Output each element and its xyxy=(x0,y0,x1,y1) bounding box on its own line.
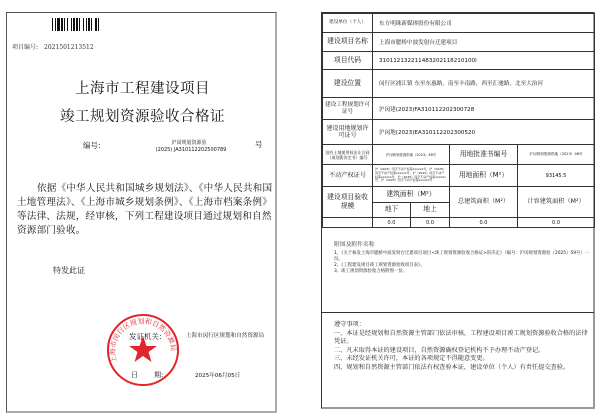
issuer-value: 上海市闵行区规划和自然资源局 xyxy=(185,333,265,339)
row-value: 沪闵地(2023)EA310112202300520 xyxy=(373,120,595,145)
scale-label: 建设项目验收规模 xyxy=(323,187,373,218)
land-contract-value: 沪闵规划资源供地（2023）46号 xyxy=(373,145,450,165)
aboveground-value: 0.0 xyxy=(411,218,450,228)
plot-area-label: 计容建筑面积（M²） xyxy=(518,187,595,218)
project-number-value: 2021501213512 xyxy=(44,44,94,51)
attachments-section xyxy=(322,235,594,313)
land-approval-value: 沪闵规划资源供地（2023）46号 xyxy=(518,145,595,165)
aboveground-label: 地上 xyxy=(411,203,450,218)
table-row xyxy=(323,33,595,52)
table-row xyxy=(323,14,595,33)
land-area-label: 用地面积（M²） xyxy=(450,165,518,187)
underground-value: 0.0 xyxy=(373,218,411,228)
project-details-table xyxy=(322,13,595,228)
special-issue-text: 特发此证 xyxy=(53,266,85,275)
row-value: 闵行区浦江镇 东至东惠路，南至丰南路，西至汇驰路，北至大治河 xyxy=(373,70,595,98)
cert-number-suffix: 号 xyxy=(255,140,263,149)
table-row xyxy=(323,120,595,145)
note-item: 四、规划和自然资源主管部门依法有权查验本证，建设单位（个人）有责任提交查验。 xyxy=(334,363,570,371)
note-item: 三、未经发证机关许可，本证的各项规定不得随意变更。 xyxy=(334,355,489,363)
row-label: 建设用地规划许可证号 xyxy=(323,120,373,145)
cert-number-line2: (2025) JA310112202500789 xyxy=(155,147,227,153)
details-page xyxy=(321,12,595,409)
total-area-label: 总建筑面积（M²） xyxy=(450,187,518,218)
row-label: 项目代码 xyxy=(323,52,373,70)
barcode xyxy=(52,18,135,31)
row-label: 建设工程规划许可证号 xyxy=(323,98,373,120)
project-number-label: 项目编号: xyxy=(12,44,39,51)
table-row xyxy=(323,218,595,228)
land-contract-label: 国有土地使用权出让合同（或划拨决定书）编号 xyxy=(323,145,373,165)
row-value: 沪闵建(2023)FA310112202300728 xyxy=(373,98,595,120)
row-label: 建设单位（个人） xyxy=(323,14,373,33)
note-item: 一、本证是经规划和自然资源主管部门依法审核，工程建设项目竣工规划资源验收合格的法律凭证。 xyxy=(334,329,588,346)
plot-area-value: 0.0 xyxy=(518,218,595,228)
issue-date: 2025年06月05日 xyxy=(195,373,241,379)
table-row xyxy=(323,98,595,120)
certificate-page xyxy=(6,12,277,413)
row-value: 310112132211483202118210100l xyxy=(373,52,595,70)
property-cert-label: 不动产权证号 xyxy=(323,165,373,187)
row-value: 上海市腮桥中波发射台迁建项目 xyxy=(373,33,595,52)
table-row xyxy=(323,70,595,98)
attachment-item: 2、《工程建设项目竣工规划资源验收项目表》。 xyxy=(334,263,425,268)
date-label xyxy=(131,370,163,380)
row-label: 建设项目名称 xyxy=(323,33,373,52)
date-label-part1: 日 xyxy=(131,371,138,379)
table-row xyxy=(323,165,595,187)
empty-cell xyxy=(323,218,373,228)
attachments-title: 附图及附件名称 xyxy=(334,242,375,248)
total-area-value: 0.0 xyxy=(450,218,518,228)
table-row xyxy=(323,145,595,165)
issuer-label: 发证机关: xyxy=(129,332,162,341)
row-label: 建设位置 xyxy=(323,70,373,98)
table-row xyxy=(323,52,595,70)
table-row xyxy=(323,187,595,203)
underground-label: 地下 xyxy=(373,203,411,218)
notes-section xyxy=(334,321,592,373)
land-approval-label: 用地批准书编号 xyxy=(450,145,518,165)
note-item: 二、凡未取得本证的建设项目，自然资源确权登记机构不予办理不动产登记。 xyxy=(334,346,545,354)
cert-number-label: 编号: xyxy=(83,141,101,150)
notes-title: 遵守事项： xyxy=(334,321,365,328)
certificate-body-text: 依据《中华人民共和国城乡规划法》、《中华人民共和国土地管理法》、《上海市城乡规划条例》、《上海市档案条例》等法律、法规，经审核，下列工程建设项目通过规划和自然资源部门验收。 xyxy=(17,183,273,236)
certificate-title-line2: 竣工规划资源验收合格证 xyxy=(60,109,225,125)
row-value: 东方明珠新媒体股份有限公司 xyxy=(373,14,595,33)
certificate-title-line1: 上海市工程建设项目 xyxy=(75,81,210,97)
svg-text:上海市闵行区规划和自然资源局: 上海市闵行区规划和自然资源局 xyxy=(108,317,178,364)
date-label-part2: 期: xyxy=(154,371,164,379)
attachment-item: 3、竣工规划资源验收合格附图一份。 xyxy=(334,269,408,274)
property-cert-value: 沪（2025）闵字不动产权第xxxxxx号，沪（2025）闵字不动产权第xxxxxx号，沪（2025）闵字不动产权第xxxxxx号，沪（2025）闵字不动产权第xxxxxx号，沪（2025）闵字不动产权第xxxxxx号 xyxy=(373,165,450,187)
project-number xyxy=(12,42,94,51)
cert-number-line1: 沪闵规划资源验 xyxy=(171,140,207,146)
building-area-label: 建筑面积（M²） xyxy=(373,187,450,203)
attachment-item: 1、《关于核发上海市腮桥中波发射台迁建项目项目<竣工规划资源验收合格证>的决定》（编号：沪闵规划资源验（2025）59号）一份。 xyxy=(334,251,590,262)
land-area-value: 93145.5 xyxy=(518,165,595,187)
